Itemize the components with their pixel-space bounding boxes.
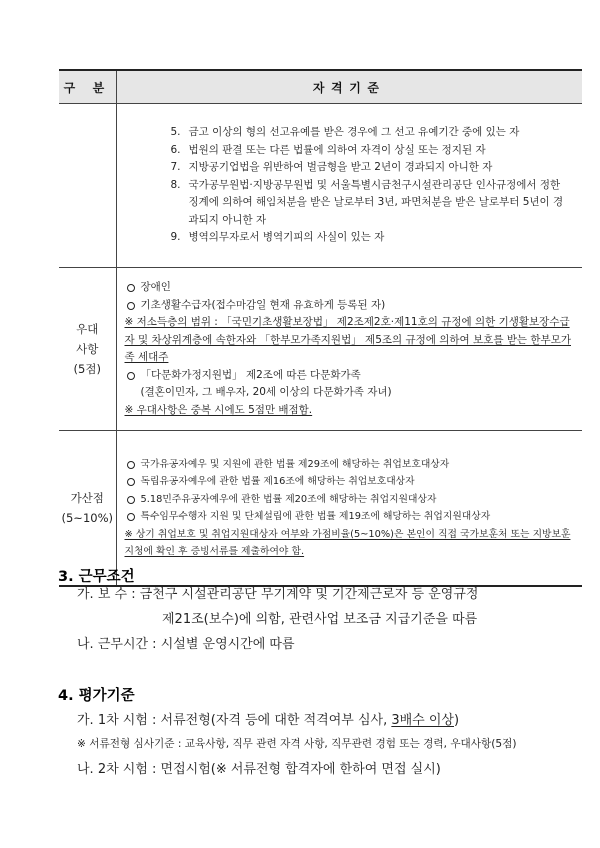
list-item: 장애인 [125, 279, 573, 297]
low-income-note: ※ 저소득층의 범위 : 「국민기초생활보장법」 제2조제2호·제11호의 규정에 의한 기생활보장수급자 및 차상위계층에 속한자와 「한부모가족지원법」 제5조의 규정에 의하여 보호를 받는 한부모가족 세대주 [124, 316, 571, 363]
list-item: 독립유공자예우에 관한 법률 제16조에 해당하는 취업보호대상자 [125, 473, 573, 491]
list-item: 특수임무수행자 지원 및 단체설립에 관한 법률 제19조에 해당하는 취업지원대상자 [125, 508, 573, 526]
second-exam-line: 나. 2차 시험 : 면접시험(※ 서류전형 합격자에 한하여 면접 실시) [77, 762, 441, 777]
pay-line-2: 제21조(보수)에 의함, 관련사업 보조금 지급기준을 따름 [162, 612, 478, 627]
preference-cell [116, 268, 582, 431]
qualification-table [59, 69, 582, 587]
header-category: 구 분 [59, 70, 116, 104]
list-item: 9. 병역의무자로서 병역기피의 사실이 있는 자 [170, 231, 385, 244]
list-item: 국가유공자예우 및 지원에 관한 법률 제29조에 해당하는 취업보호대상자 [125, 456, 573, 474]
preference-note: ※ 우대사항은 중복 시에도 5점만 배점함. [124, 403, 313, 416]
list-item: 5.18민주유공자예우에 관한 법률 제20조에 해당하는 취업지원대상자 [125, 491, 573, 509]
disqualification-label-cell [59, 104, 116, 268]
disqualification-cell [116, 104, 582, 268]
header-criteria: 자격기준 [116, 70, 582, 104]
bonus-note: ※ 상기 취업보호 및 취업지원대상자 여부와 가점비율(5~10%)은 본인이 직접 국가보훈처 또는 지방보훈지청에 확인 후 증빙서류를 제출하여야 함. [124, 528, 571, 557]
list-item: 5. 금고 이상의 형의 선고유예를 받은 경우에 그 선고 유예기간 중에 있는 자 [170, 126, 520, 139]
list-item: 기초생활수급자(접수마감일 현재 유효하게 등록된 자) [125, 297, 573, 315]
preference-label: 우대 사항 (5점) [59, 268, 116, 431]
screening-note: ※ 서류전형 심사기준 : 교육사항, 직무 관련 자격 사항, 직무관련 경험 또는 경력, 우대사항(5점) [77, 738, 517, 750]
pay-line-1: 가. 보 수 : 금천구 시설관리공단 무기계약 및 기간제근로자 등 운영규정 [77, 587, 479, 602]
bonus-label: 가산점 (5~10%) [59, 431, 116, 587]
ratio-text: 3배수 이상 [391, 713, 454, 728]
list-item: 7. 지방공기업법을 위반하여 벌금형을 받고 2년이 경과되지 아니한 자 [170, 161, 493, 174]
section-3-title: 3. 근무조건 [58, 569, 135, 585]
first-exam-line: 가. 1차 시험 : 서류전형(자격 등에 대한 적격여부 심사, 3배수 이상) [77, 713, 460, 728]
section-4-title: 4. 평가기준 [58, 688, 135, 704]
list-item: 「다문화가정지원법」 제2조에 따른 다문화가족 (결혼이민자, 그 배우자, 20세 이상의 다문화가족 자녀) [125, 367, 573, 402]
bonus-cell [116, 431, 582, 587]
work-hours-line: 나. 근무시간 : 시설별 운영시간에 따름 [77, 637, 295, 652]
list-item: 6. 법원의 판결 또는 다른 법률에 의하여 자격이 상실 또는 정지된 자 [170, 143, 486, 156]
list-item: 8. 국가공무원법·지방공무원법 및 서울특별시금천구시설관리공단 인사규정에서 정한 징계에 의하여 해임처분을 받은 날로부터 3년, 파면처분을 받은 날로부터 5년이 경과되지 아니한 자 [170, 178, 564, 226]
